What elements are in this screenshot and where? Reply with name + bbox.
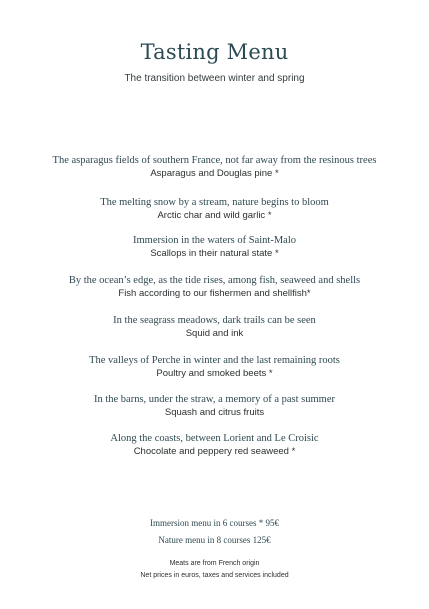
course-1 xyxy=(0,155,429,179)
course-poem: The valleys of Perche in winter and the last remaining roots xyxy=(89,355,340,366)
course-dish: Arctic char and wild garlic * xyxy=(157,210,272,221)
course-poem: In the barns, under the straw, a memory of a past summer xyxy=(93,394,336,405)
price-nature-menu: Nature menu in 8 courses 125€ xyxy=(158,535,271,545)
course-poem: The melting snow by a stream, nature begins to bloom xyxy=(100,197,329,208)
footer-notes xyxy=(0,558,429,582)
course-5 xyxy=(0,315,429,339)
course-7 xyxy=(0,394,429,418)
course-dish: Fish according to our fishermen and shellfish* xyxy=(118,288,311,299)
course-6 xyxy=(0,355,429,379)
menu-subtitle: The transition between winter and spring xyxy=(124,73,305,84)
course-dish: Squid and ink xyxy=(185,328,244,339)
note-meat-origin: Meats are from French origin xyxy=(169,560,260,567)
menu-title: Tasting Menu xyxy=(140,40,289,64)
course-8 xyxy=(0,433,429,457)
course-poem: In the seagrass meadows, dark trails can be seen xyxy=(113,315,316,326)
course-dish: Chocolate and peppery red seaweed * xyxy=(133,446,296,457)
course-dish: Poultry and smoked beets * xyxy=(156,368,273,379)
course-poem: Immersion in the waters of Saint-Malo xyxy=(132,235,296,246)
price-immersion-menu: Immersion menu in 6 courses * 95€ xyxy=(150,518,279,528)
course-poem: By the ocean’s edge, as the tide rises, among fish, seaweed and shells xyxy=(68,275,361,286)
course-2 xyxy=(0,197,429,221)
note-net-prices: Net prices in euros, taxes and services included xyxy=(140,572,289,579)
course-poem: Along the coasts, between Lorient and Le Croisic xyxy=(110,433,319,444)
course-poem: The asparagus fields of southern France, not far away from the resinous trees xyxy=(52,155,377,166)
course-dish: Squash and citrus fruits xyxy=(164,407,265,418)
course-4 xyxy=(0,275,429,299)
course-3 xyxy=(0,235,429,259)
course-dish: Asparagus and Douglas pine * xyxy=(150,168,279,179)
price-list xyxy=(0,515,429,549)
course-dish: Scallops in their natural state * xyxy=(150,248,279,259)
